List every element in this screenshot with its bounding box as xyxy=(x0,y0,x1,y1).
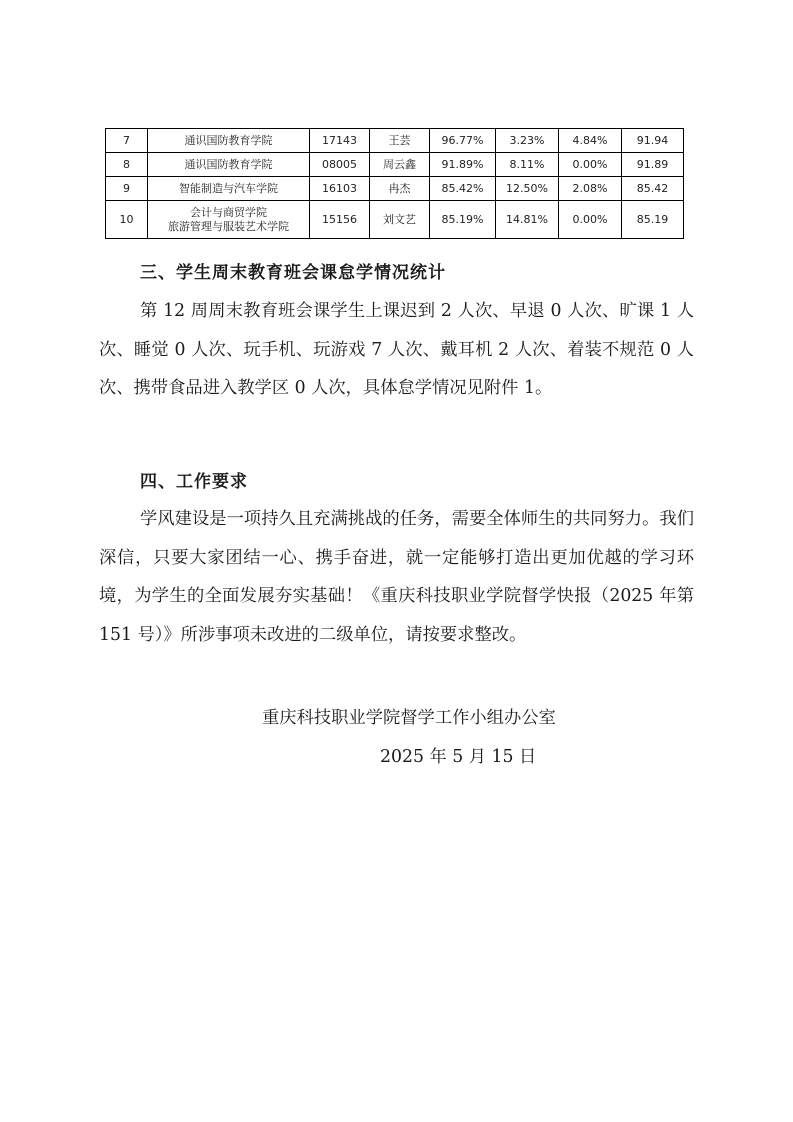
rate-cell: 4.84% xyxy=(559,129,622,153)
college-name-line: 会计与商贸学院 xyxy=(190,205,267,219)
score-cell: 85.19 xyxy=(622,201,684,239)
rate-cell: 2.08% xyxy=(559,177,622,201)
college-name: 通识国防教育学院 xyxy=(148,153,310,177)
class-id: 15156 xyxy=(310,201,370,239)
row-number: 8 xyxy=(106,153,148,177)
college-name: 通识国防教育学院 xyxy=(148,129,310,153)
rate-cell: 12.50% xyxy=(496,177,559,201)
rate-cell: 14.81% xyxy=(496,201,559,239)
row-number: 7 xyxy=(106,129,148,153)
score-cell: 85.42 xyxy=(622,177,684,201)
college-name xyxy=(148,201,310,239)
table-row xyxy=(106,177,684,201)
rate-cell: 0.00% xyxy=(559,201,622,239)
section3-body: 第 12 周周末教育班会课学生上课迟到 2 人次、早退 0 人次、旷课 1 人次、睡觉 0 人次、玩手机、玩游戏 7 人次、戴耳机 2 人次、着装不规范 0 人次、携带食品进入教学区 0 人次，具体怠学情况见附件 1。 xyxy=(99,301,694,398)
table-row xyxy=(106,201,684,239)
class-id: 17143 xyxy=(310,129,370,153)
college-name-line: 旅游管理与服装艺术学院 xyxy=(168,219,289,233)
score-cell: 91.89 xyxy=(622,153,684,177)
class-id: 08005 xyxy=(310,153,370,177)
row-number: 10 xyxy=(106,201,148,239)
counselor-name: 周云鑫 xyxy=(370,153,430,177)
counselor-name: 冉杰 xyxy=(370,177,430,201)
college-name: 智能制造与汽车学院 xyxy=(148,177,310,201)
counselor-name: 王芸 xyxy=(370,129,430,153)
score-cell: 91.94 xyxy=(622,129,684,153)
rate-cell: 91.89% xyxy=(430,153,496,177)
rate-cell: 96.77% xyxy=(430,129,496,153)
row-number: 9 xyxy=(106,177,148,201)
section4-body: 学风建设是一项持久且充满挑战的任务，需要全体师生的共同努力。我们深信，只要大家团结一心、携手奋进，就一定能够打造出更加优越的学习环境，为学生的全面发展夯实基础！《重庆科技职业学院督学快报（2025 年第 151 号）》所涉事项未改进的二级单位，请按要求整改。 xyxy=(99,509,694,645)
rate-cell: 85.19% xyxy=(430,201,496,239)
rate-cell: 85.42% xyxy=(430,177,496,201)
rate-cell: 3.23% xyxy=(496,129,559,153)
section3-heading: 三、学生周末教育班会课怠学情况统计 xyxy=(140,263,446,283)
rate-cell: 0.00% xyxy=(559,153,622,177)
counselor-name: 刘文艺 xyxy=(370,201,430,239)
table-row xyxy=(106,153,684,177)
table-row xyxy=(106,129,684,153)
class-id: 16103 xyxy=(310,177,370,201)
rate-cell: 8.11% xyxy=(496,153,559,177)
issuing-office: 重庆科技职业学院督学工作小组办公室 xyxy=(262,708,556,728)
section4-heading: 四、工作要求 xyxy=(140,472,248,492)
issue-date: 2025 年 5 月 15 日 xyxy=(380,747,537,767)
attendance-ranking-table xyxy=(105,128,684,239)
